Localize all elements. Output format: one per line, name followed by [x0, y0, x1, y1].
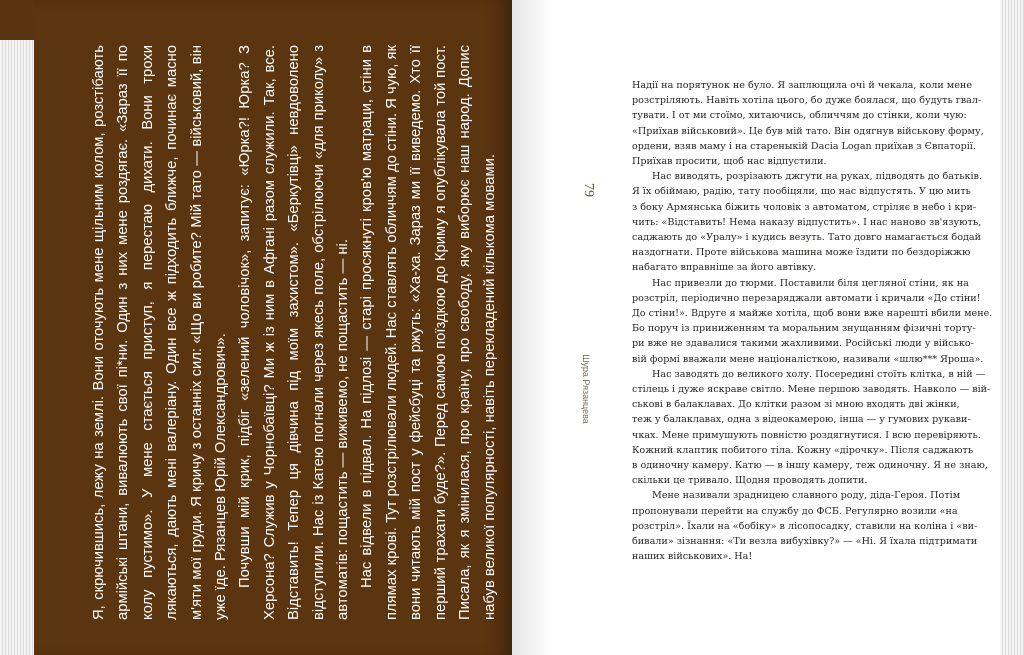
rotated-text: [87, 45, 502, 620]
text-line: чить: «Відставить! Нема наказу відпустить». І нас наново зв'язують,: [632, 216, 982, 228]
text-line: Я їх обіймаю, радію, тату пообіцяли, що нас відпустять. У цю мить: [632, 186, 971, 198]
text-line: Нас привезли до тюрми. Поставили біля цегляної стіни, як на: [652, 277, 969, 289]
brown-text-panel: [34, 0, 512, 655]
text-line: стілець і дуже яскраве світло. Мене першою заводять. Навколо — вій-: [632, 384, 991, 396]
text-line: розстріл, періодично перезаряджали автомати і кричали «До стіни!: [632, 292, 981, 304]
text-line: розстріляють. Навіть хотіла цього, бо дуже боялася, що будуть гвал-: [632, 95, 982, 107]
page-edges-right: [1000, 0, 1024, 655]
text-line: теж у балаклавах, одна з відеокамерою, інша — у гумових рукави-: [632, 414, 971, 426]
text-line: Нас виводять, розрізають джгути на руках, підводять до батьків.: [652, 171, 983, 183]
text-line: Нас заводять до великого холу. Посередині стоїть клітка, в ній —: [652, 368, 986, 380]
text-line: скільки це тривало. Щодня проводять допити.: [632, 475, 868, 487]
left-paragraph-3: Нас відвели в підвал. На підлозі — старі просякнуті кров'ю матраци, стіни в плямах крові. Тут розстрілювали людей. Нас ставлять обличчям до стіни. Я чую, як вони читають мій пост у фейсбуці та ржуть: «Ха-ха. Зараз ми її виведемо. Хто її перший трахати буде?». Перед самою поїздкою до Криму я опублікувала той пост. Писала, як я змінилася, про країну, про свободу, яку виборює наш народ. Допис набув великої популярності, навіть перекладений кількома мовами.: [359, 45, 498, 620]
text-line: наздогнати. Проте військова машина може їздити по бездоріжжю: [632, 247, 971, 259]
cover-edge: [0, 0, 34, 40]
right-paragraph-2: [632, 169, 983, 275]
right-paragraph-4: [632, 367, 991, 489]
right-paragraph-1: [632, 78, 984, 169]
text-line: «Приїхав військовий». Це був мій тато. Він одягнув військову форму,: [632, 125, 984, 137]
text-line: чках. Мене примушують повністю роздягнутися. І всю перевіряють.: [632, 429, 981, 441]
left-paragraph-2: Почувши мій крик, підбіг «зелений чоловічок», запитує: «Юрка?! Юрка? З Херсона? Служив у Чорнобаївці? Ми ж із ним в Афгані разом служили. Так, все. Відставить! Тепер ця дівчина під моїм захистом». «Беркутівці» невдоволено відступили. Нас із Катею погнали через якесь поле, обстрілюючи «для приколу» з автоматів: пощастить — виживемо, не пощастить — ні.: [237, 45, 352, 620]
left-paragraph-1: Я, скрючившись, лежу на землі. Вони оточують мене щільним колом, розстібають армійські штани, вивалюють свої пі*ни. Один з них мене роздягає. «Зараз її по колу пустимо». У мене стається приступ, я перестаю дихати. Вони трохи лякаються, дають мені валеріану. Один все ж підходить ближче, починає масно м'яти мої груди. Я кричу з останніх сил: «Що ви робите? Мій тато — військовий, він уже їде. Рязанцев Юрій Олександрович».: [91, 45, 230, 620]
text-line: Надії на порятунок не було. Я заплющила очі й чекала, коли мене: [632, 80, 973, 91]
running-head: Шура Рязанцева: [581, 354, 591, 424]
text-line: Кожний клаптик побитого тіла. Кожну «дірочку». Після саджають: [632, 444, 974, 456]
text-line: розстріл». Їхали на «бобіку» в лісопосадку, ставили на коліна і «ви-: [632, 520, 978, 532]
text-line: тувати. І от ми стоїмо, хитаючись, обличчям до стінки, коли чую:: [632, 110, 967, 122]
right-paragraph-5: [632, 488, 978, 564]
gutter-shadow: [512, 0, 552, 655]
text-line: вій формі вважали мене націоналісткою, називали «шлю*** Яроша».: [632, 353, 984, 365]
page-edges-left: [0, 0, 34, 655]
text-line: ри вже не здавалися такими жахливими. Російські люди у військо-: [632, 338, 974, 350]
text-line: ськові в балаклавах. До клітки разом зі мною входять дві жінки,: [632, 399, 960, 411]
text-line: пропонували перейти на службу до ФСБ. Регулярно возили «на: [632, 505, 958, 517]
text-line: бивали» зізнання: «Ти везла вибухівку?» — «Ні. Я їхала підтримати: [632, 536, 978, 548]
text-line: Приїхав просити, щоб нас відпустили.: [632, 156, 827, 168]
text-line: набагато вправніше за його автівку.: [632, 262, 817, 274]
text-line: Мене називали зрадницею славного роду, діда-Героя. Потім: [652, 490, 961, 502]
text-line: в одиночну камеру. Катю — в іншу камеру, теж одиночну. Я не знаю,: [632, 460, 988, 472]
text-line: наших військових». На!: [632, 551, 753, 563]
text-line: з боку Армянська біжить чоловік з автоматом, стріляє в небо і кри-: [632, 201, 977, 213]
text-line: саджають до «Уралу» і кудись везуть. Тато довго намагається бодай: [632, 232, 982, 244]
body-text: [632, 78, 993, 565]
right-paragraph-3: [632, 276, 993, 367]
text-line: Бо поруч із приниженням та моральним знущанням фізичні торту-: [632, 323, 976, 335]
rotated-text-block: [87, 45, 498, 620]
text-line: ордени, взяв маму і на стареныкій Dacia Logan приїхав з Євпаторії.: [632, 140, 976, 152]
text-line: До стіни!». Вдруге я майже хотіла, щоб вони вже нарешті вбили мене.: [632, 308, 993, 320]
page-number: 79: [581, 183, 596, 197]
